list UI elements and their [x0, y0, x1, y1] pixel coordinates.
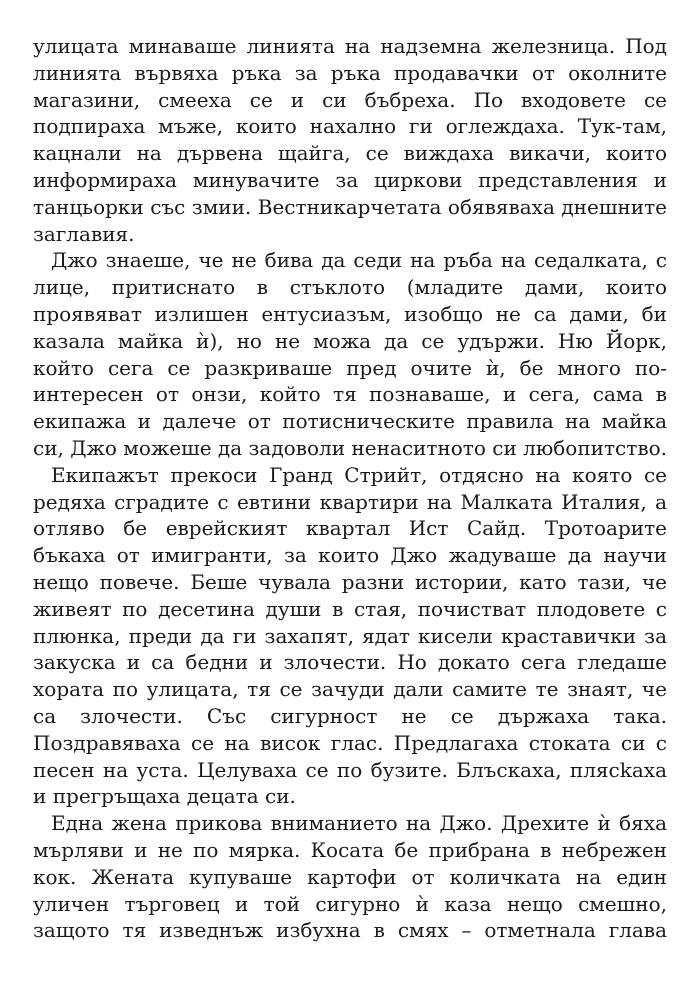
paragraph-2: Джо знаеше, че не бива да седи на ръба на седалката, с лице, притиснато в стъклото (младите дами, които проявяват излишен ентусиазъм, изобщо не са дами, би казала майка ѝ), но не можа да се удържи. Ню Йорк, който сега се разкриваше пред очите ѝ, бе много по-интересен от онзи, който тя познаваше, и сега, сама в екипажа и далече от потисническите правила на майка си, Джо можеше да задоволи ненаситното си любопитство.	[33, 248, 667, 460]
paragraph-4: Една жена прикова вниманието на Джо. Дрехите ѝ бяха мърляви и не по мярка. Косата бе прибрана в небрежен кок. Жената купуваше картофи от количката на един уличен търговец и той сигурно ѝ каза нещо смешно, защото тя изведнъж избухна в смях – отметнала глава	[33, 811, 667, 943]
paragraph-1: улицата минаваше линията на надземна железница. Под линията вървяха ръка за ръка продавачки от околните магазини, смееха се и си бъбреха. По входовете се подпираха мъже, които нахално ги оглеждаха. Тук-там, кацнали на дървена щайга, се виждаха викачи, които информираха минувачите за циркови представления и танцьорки със змии. Вестникарчетата обявяваха днешните заглавия.	[33, 34, 667, 246]
paragraph-3: Екипажът прекоси Гранд Стрийт, отдясно на която се редяха сградите с евтини квартири на Малката Италия, а отляво бе еврейският квартал Ист Сайд. Тротоарите бъкаха от имигранти, за които Джо жадуваше да научи нещо повече. Беше чувала разни истории, като тази, че живеят по десетина души в стая, почистват плодовете с плюнка, преди да ги захапят, ядат кисели краставички за закуска и са бедни и злочести. Но докато сега гледаше хората по улицата, тя се зачуди дали самите те знаят, че са злочести. Със сигурност не се държаха така. Поздравяваха се на висок глас. Предлагаха стоката си с песен на уста. Целуваха се по бузите. Блъскаха, плясkаха и прегръщаха децата си.	[33, 462, 667, 809]
book-page	[33, 33, 667, 944]
